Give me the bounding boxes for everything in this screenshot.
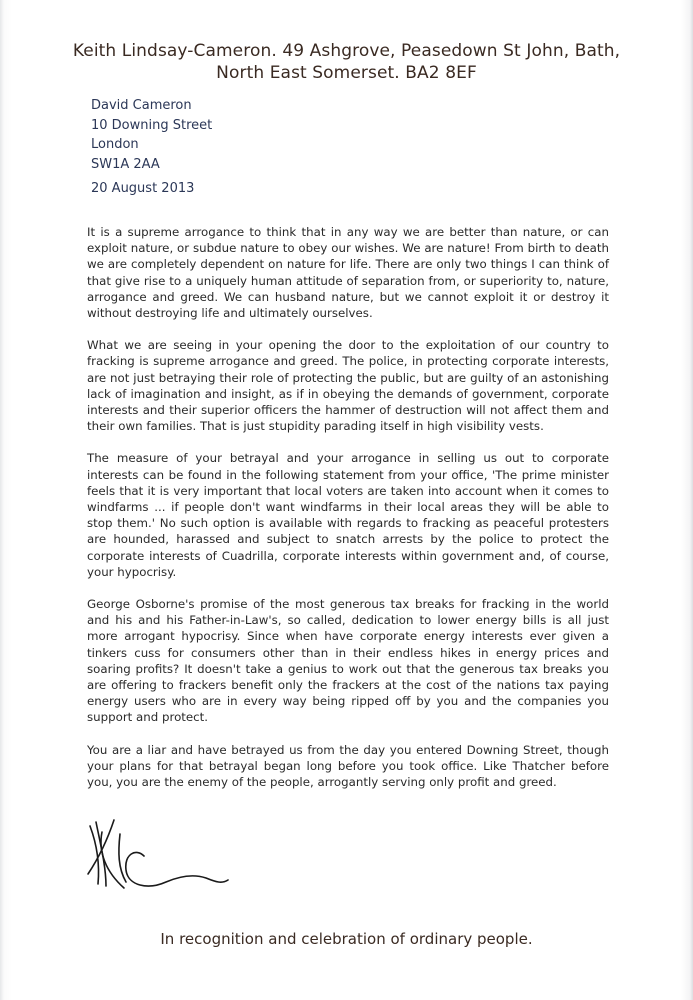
letter-date: 20 August 2013 — [91, 181, 195, 196]
sender-address — [0, 40, 693, 84]
body-paragraph-1: It is a supreme arrogance to think that in any way we are better than nature, or can exploit nature, or subdue nature to obey our wishes. We are nature! From birth to death we are completely dependent on nature for life. There are only two things I can think of that give rise to a uniquely human attitude of separation from, or superiority to, nature, arrogance and greed. We can husband nature, but we cannot exploit it or destroy it without destroying life and ultimately ourselves. — [87, 225, 609, 321]
handwritten-signature — [84, 812, 234, 902]
recipient-street: 10 Downing Street — [91, 117, 213, 133]
recipient-address — [91, 96, 212, 174]
body-paragraph-5: You are a liar and have betrayed us from the day you entered Downing Street, though your plans for that betrayal began long before you took office. Like Thatcher before you, you are the enemy of the people, arrogantly serving only profit and greed. — [87, 742, 609, 790]
recipient-postcode: SW1A 2AA — [91, 156, 160, 172]
body-paragraph-2: What we are seeing in your opening the door to the exploitation of our country to fracking is supreme arrogance and greed. The police, in protecting corporate interests, are not just betraying their role of protecting the public, but are guilty of an astonishing lack of imagination and insight, as if in obeying the demands of government, corporate interests and their superior officers the hammer of destruction will not affect them and their own families. That is just stupidity parading itself in high visibility vests. — [87, 338, 609, 434]
recipient-city: London — [91, 137, 139, 152]
footer-tagline: In recognition and celebration of ordinary people. — [160, 930, 533, 948]
body-paragraph-3: The measure of your betrayal and your arrogance in selling us out to corporate interests can be found in the following statement from your office, 'The prime minister feels that it is very important that local voters are taken into account when it comes to windfarms ... if people don't want windfarms in their local areas they will be able to stop them.' No such option is available with regards to fracking as peaceful protesters are hounded, harassed and subject to snatch arrests by the police to protect the corporate interests of Cuadrilla, corporate interests within government and, of course, your hypocrisy. — [87, 451, 609, 579]
letter-body — [87, 224, 609, 806]
sender-line-1: Keith Lindsay-Cameron. 49 Ashgrove, Peasedown St John, Bath, — [72, 41, 621, 61]
body-paragraph-4: George Osborne's promise of the most generous tax breaks for fracking in the world and his and his Father-in-Law's, so called, dedication to lower energy bills is all just more arrogant hypocrisy. Since when have corporate energy interests ever given a tinkers cuss for consumers other than in their endless hikes in energy prices and soaring profits? It doesn't take a genius to work out that the generous tax breaks you are offering to frackers benefit only the frackers at the cost of the nations tax paying energy users who are in every way being ripped off by you and the companies you support and protect. — [87, 597, 609, 725]
recipient-name: David Cameron — [91, 98, 192, 113]
sender-line-2: North East Somerset. BA2 8EF — [216, 63, 477, 83]
